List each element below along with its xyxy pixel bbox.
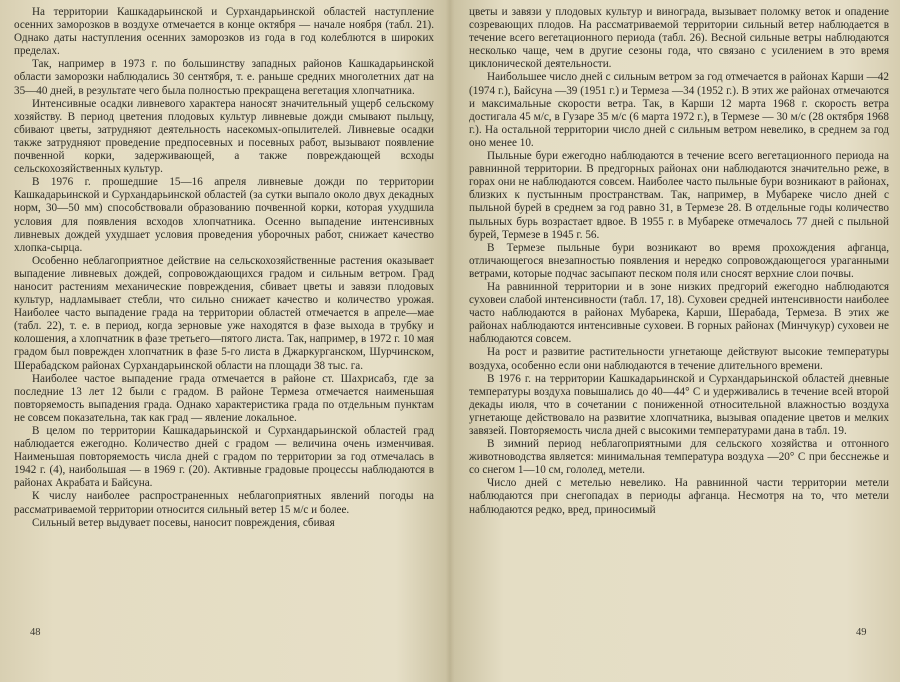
- right-page: [469, 6, 889, 682]
- paragraph: Наибольшее число дней с сильным ветром за год отмечается в районах Карши —42 (1974 г.), Байсуна —39 (1951 г.) и Термеза —34 (1952 г.). В этих же районах отмечаются и максимальные скорости ветра. Так, в Карши 12 марта 1968 г. скорость ветра достигала 45 м/с, в Гузаре 35 м/с (6 марта 1972 г.), в Термезе — 30 м/с (28 октября 1968 г.). На остальной территории число дней с сильным ветром невелико, в среднем за год оно менее 10.: [469, 71, 889, 149]
- paragraph: Особенно неблагоприятное действие на сельскохозяйственные растения оказывает выпадение ливневых дождей, сопровождающихся градом и сильным ветром. Град наносит растениям механические повреждения, сбивает цветы и завязи плодовых культур, надламывает стебли, что сильно снижает качество и количество урожая. Наиболее часто выпадение града на территории областей отмечается в апреле—мае (табл. 22), т. е. в период, когда зерновые уже находятся в фазе выхода в трубку и колошения, а хлопчатник в фазе третьего—пятого листа. Так, например, в 1972 г. 10 мая градом был поврежден хлопчатник в фазе 5-го листа в Джаркурганском, Шурчинском, Шерабадском районах Сурхандарьинской области на площади 38 тыс. га.: [14, 254, 434, 372]
- paragraph: В целом по территории Кашкадарьинской и Сурхандарьинской областей град наблюдается ежегодно. Количество дней с градом — величина очень изменчивая. Наименьшая повторяемость числа дней с градом по территории за год отмечалась в 1942 г. (4), наибольшая — в 1969 г. (20). Активные градовые процессы наблюдаются в районах Акрабата и Байсуна.: [14, 425, 434, 490]
- paragraph: На равнинной территории и в зоне низких предгорий ежегодно наблюдаются суховеи слабой интенсивности (табл. 17, 18). Суховеи средней интенсивности наиболее часто наблюдаются в районах Мубарека, Карши, Шерабада, Термеза. В этих же районах наблюдаются интенсивные суховеи. В горных районах (Минчукур) суховеи не наблюдаются совсем.: [469, 280, 889, 346]
- paragraph: На рост и развитие растительности угнетающе действуют высокие температуры воздуха, особенно если они наблюдаются в течение длительного времени.: [469, 346, 889, 372]
- paragraph: На территории Кашкадарьинской и Сурхандарьинской областей наступление осенних заморозков в воздухе отмечается в конце октября — начале ноября (табл. 21). Однако даты наступления осенних заморозков из года в год колеблются в широких пределах.: [14, 6, 434, 58]
- paragraph: В 1976 г. прошедшие 15—16 апреля ливневые дожди по территории Кашкадарьинской и Сурхандарьинской областей (за сутки выпало около двух декадных норм, 30—50 мм) способствовали образованию почвенной корки, которая ухудшила условия для появления всходов хлопчатника. Осенно выпадение интенсивных ливневых дождей ухудшает условия проведения уборочных работ, снижает качество хлопка-сырца.: [14, 176, 434, 254]
- left-page: [14, 6, 434, 682]
- paragraph: В 1976 г. на территории Кашкадарьинской и Сурхандарьинской областей дневные температуры воздуха повышались до 40—44° С и удерживались в течение всей второй декады июля, что в сочетании с пониженной относительной влажностью воздуха угнетающе действовало на развитие хлопчатника, вызывая опадение цветов и мелких завязей. Повторяемость числа дней с высокими температурами дана в табл. 19.: [469, 372, 889, 437]
- paragraph: В зимний период неблагоприятными для сельского хозяйства и отгонного животноводства является: минимальная температура воздуха —20° С при бесснежье и со снегом 1—10 см, гололед, метели.: [469, 438, 889, 477]
- paragraph: К числу наиболее распространенных неблагоприятных явлений погоды на рассматриваемой территории относится сильный ветер 15 м/с и более.: [14, 490, 434, 516]
- paragraph: Наиболее частое выпадение града отмечается в районе ст. Шахрисабз, где за последние 13 лет 12 были с градом. В районе Термеза отмечается наименьшая повторяемость выпадения града. Однако характеристика града по отдельным пунктам не совсем показательна, так как град — явление локальное.: [14, 372, 434, 424]
- paragraph: Сильный ветер выдувает посевы, наносит повреждения, сбивая: [32, 516, 335, 529]
- paragraph: В Термезе пыльные бури возникают во время прохождения афганца, отличающегося внезапностью появления и нередко сопровождающегося ураганными ветрами, которые подчас засыпают песком поля или сносят верхние слои почвы.: [469, 241, 889, 280]
- page-number-left: 48: [30, 627, 41, 638]
- paragraph: Пыльные бури ежегодно наблюдаются в течение всего вегетационного периода на равнинной территории. В предгорных районах они наблюдаются значительно реже, в горах они не наблюдаются совсем. Наиболее часто пыльные бури возникают в районах, близких к пустынным пространствам. Так, например, в Мубареке число дней с пыльной бурей в среднем за год равно 31, в Термезе 28. В отдельные годы количество пыльных бурь возрастает вдвое. В 1955 г. в Мубареке отмечалось 77 дней с пыльной бурей, Термезе в 1945 г. 56.: [469, 150, 889, 241]
- paragraph: Так, например в 1973 г. по большинству западных районов Кашкадарьинской области заморозки наблюдались 30 сентября, т. е. раньше средних многолетних дат на 35—40 дней, в результате чего была полностью прекращена вегетация хлопчатника.: [14, 58, 434, 97]
- page-number-right: 49: [856, 627, 867, 638]
- paragraph: цветы и завязи у плодовых культур и винограда, вызывает поломку веток и опадение созревающих плодов. На рассматриваемой территории сильный ветер наблюдается в течение всего вегетационного периода (табл. 26). Весной сильные ветры наблюдаются несколько чаще, чем в другие сезоны года, что связано с усилением в это время циклонической деятельности.: [469, 6, 889, 71]
- paragraph: Число дней с метелью невелико. На равнинной части территории метели наблюдаются при снегопадах в периоды афганца. Несмотря на то, что метели наблюдаются редко, вред, приносимый: [469, 477, 889, 516]
- paragraph: Интенсивные осадки ливневого характера наносят значительный ущерб сельскому хозяйству. В период цветения плодовых культур ливневые дожди смывают пыльцу, сбивают цветы, затрудняют деятельность насекомых-опылителей. Ливневые осадки также затрудняют проведение предпосевных и посевных работ, вызывают появление почвенной корки, задерживающей, а также повреждающей всходы сельскохозяйственных культур.: [14, 97, 434, 176]
